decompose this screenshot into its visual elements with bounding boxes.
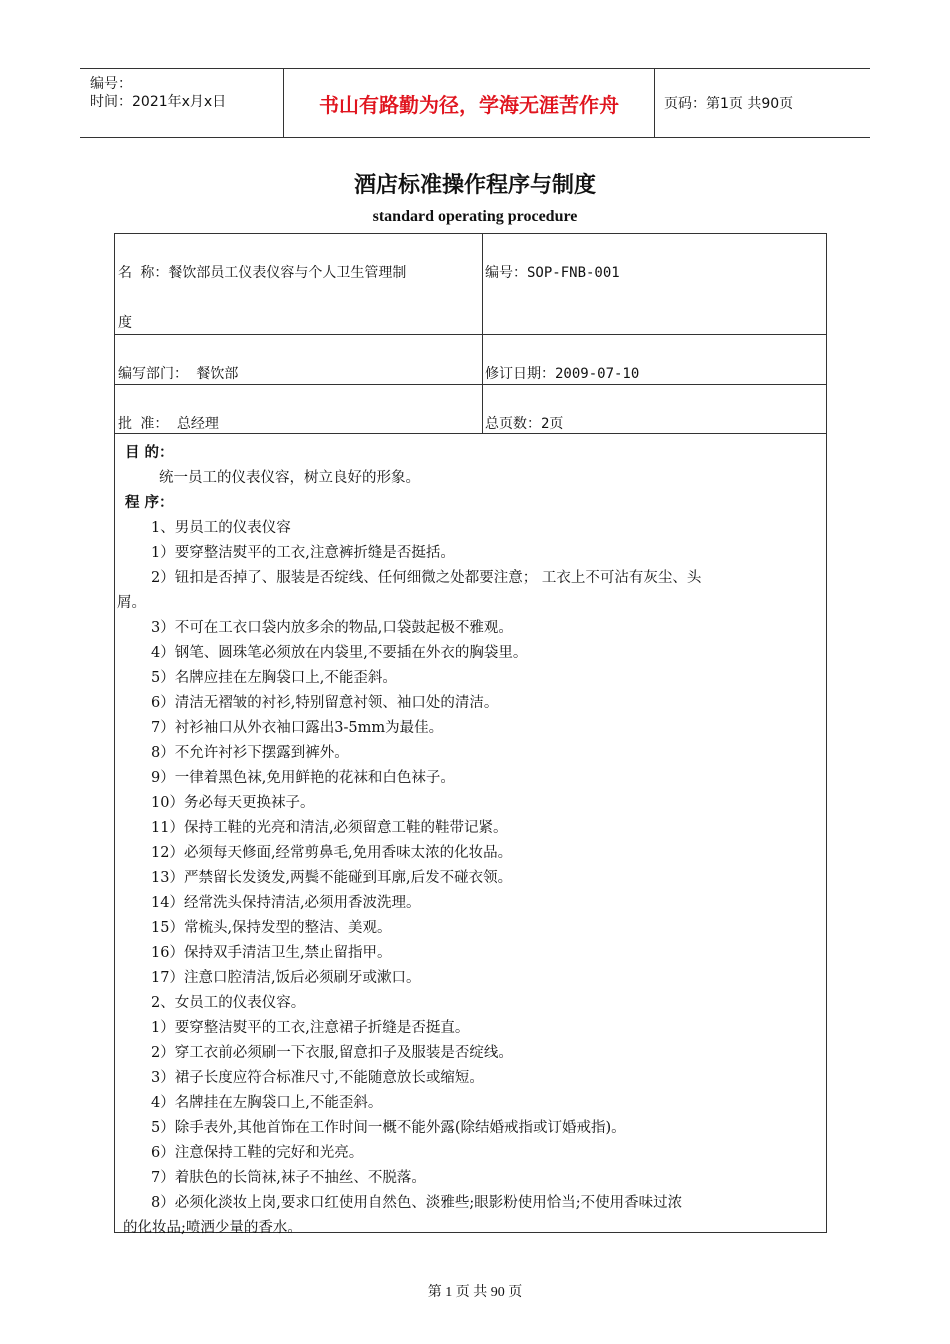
page-header	[80, 68, 870, 138]
code-field: 编号：SOP-FNB-001	[485, 265, 620, 281]
list-item: 17）注意口腔清洁,饭后必须刷牙或漱口。	[151, 970, 421, 986]
info-row-name	[115, 234, 826, 335]
female-heading: 2、女员工的仪表仪容。	[151, 995, 306, 1011]
revised-date-field: 修订日期：2009-07-10	[485, 366, 640, 382]
document-title: 酒店标准操作程序与制度	[353, 172, 596, 198]
list-item: 的化妆品;喷洒少量的香水。	[123, 1220, 302, 1236]
list-item: 13）严禁留长发烫发,两鬓不能碰到耳廓,后发不碰衣领。	[151, 870, 513, 886]
name-field-cont: 度	[118, 315, 132, 331]
list-item: 5）名牌应挂在左胸袋口上,不能歪斜。	[151, 670, 397, 686]
list-item: 2）钮扣是否掉了、服装是否绽线、任何细微之处都要注意； 工衣上不可沾有灰尘、头	[151, 570, 702, 586]
list-item: 1）要穿整洁熨平的工衣,注意裤折缝是否挺括。	[151, 545, 455, 561]
male-heading: 1、男员工的仪表仪容	[151, 520, 291, 536]
purpose-heading: 目 的：	[125, 444, 174, 461]
time-label: 时间：2021年x月x日	[90, 94, 227, 110]
header-meta	[80, 69, 283, 137]
info-row-approve	[115, 384, 826, 434]
list-item: 16）保持双手清洁卫生,禁止留指甲。	[151, 945, 392, 961]
list-item: 4）名牌挂在左胸袋口上,不能歪斜。	[151, 1095, 383, 1111]
name-field: 名 称：餐饮部员工仪表仪容与个人卫生管理制	[118, 265, 407, 281]
motto: 书山有路勤为径，学海无涯苦作舟	[319, 92, 619, 117]
approve-field: 批 准： 总经理	[118, 416, 219, 432]
info-divider	[482, 234, 483, 433]
page-code: 页码：第1页 共90页	[664, 96, 794, 112]
list-item: 7）着肤色的长筒袜,袜子不抽丝、不脱落。	[151, 1170, 426, 1186]
procedure-heading: 程 序：	[125, 494, 174, 511]
list-item: 屑。	[117, 595, 146, 611]
list-item: 1）要穿整洁熨平的工衣,注意裙子折缝是否挺直。	[151, 1020, 470, 1036]
pages-field: 总页数：2页	[485, 416, 564, 432]
list-item: 2）穿工衣前必须刷一下衣服,留意扣子及服装是否绽线。	[151, 1045, 513, 1061]
list-item: 6）清洁无褶皱的衬衫,特别留意衬领、袖口处的清洁。	[151, 695, 499, 711]
list-item: 7）衬衫袖口从外衣袖口露出3-5mm为最佳。	[151, 720, 444, 736]
info-table	[114, 233, 827, 434]
list-item: 8）必须化淡妆上岗,要求口红使用自然色、淡雅些;眼影粉使用恰当;不使用香味过浓	[151, 1195, 683, 1211]
dept-field: 编写部门： 餐饮部	[118, 366, 239, 382]
list-item: 6）注意保持工鞋的完好和光亮。	[151, 1145, 364, 1161]
list-item: 12）必须每天修面,经常剪鼻毛,免用香味太浓的化妆品。	[151, 845, 513, 861]
content-box	[114, 434, 827, 1236]
header-motto-cell	[283, 69, 655, 137]
list-item: 15）常梳头,保持发型的整洁、美观。	[151, 920, 392, 936]
list-item: 8）不允许衬衫下摆露到裤外。	[151, 745, 349, 761]
list-item: 3）裙子长度应符合标准尺寸,不能随意放长或缩短。	[151, 1070, 484, 1086]
list-item: 4）钢笔、圆珠笔必须放在内袋里,不要插在外衣的胸袋里。	[151, 645, 528, 661]
list-item: 3）不可在工衣口袋内放多余的物品,口袋鼓起极不雅观。	[151, 620, 513, 636]
document-subtitle: standard operating procedure	[372, 208, 578, 225]
list-item: 5）除手表外,其他首饰在工作时间一概不能外露(除结婚戒指或订婚戒指)。	[151, 1120, 626, 1136]
number-label: 编号：	[90, 76, 132, 92]
list-item: 11）保持工鞋的光亮和清洁,必须留意工鞋的鞋带记紧。	[151, 820, 508, 836]
list-item: 14）经常洗头保持清洁,必须用香波洗理。	[151, 895, 421, 911]
page-footer: 第 1 页 共 90 页	[427, 1285, 523, 1300]
purpose-text: 统一员工的仪表仪容，树立良好的形象。	[159, 470, 420, 486]
list-item: 10）务必每天更换袜子。	[151, 795, 315, 811]
list-item: 9）一律着黑色袜,免用鲜艳的花袜和白色袜子。	[151, 770, 455, 786]
